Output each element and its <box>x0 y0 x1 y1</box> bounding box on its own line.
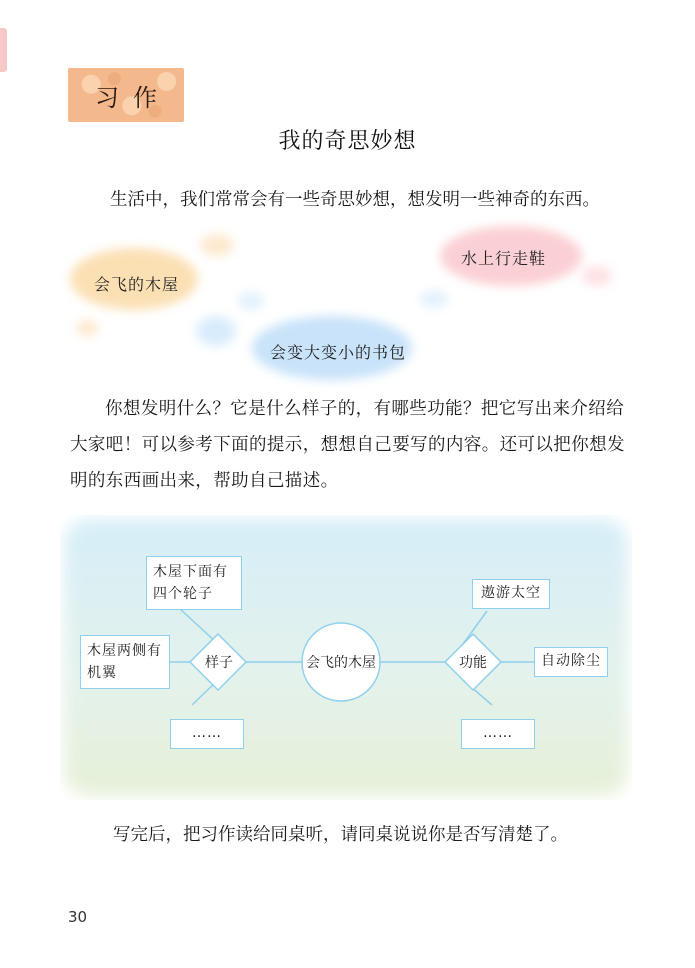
instruction-paragraph: 你想发明什么？它是什么样子的，有哪些功能？把它写出来介绍给大家吧！可以参考下面的提示，想想自己要写的内容。还可以把你想发明的东西画出来，帮助自己描述。 <box>70 399 625 491</box>
cloud-label-resizing-bag: 会变大变小的书包 <box>270 343 407 362</box>
mind-map <box>60 515 632 800</box>
cloud-blue-small <box>238 292 264 310</box>
page-number: 30 <box>68 908 88 926</box>
closing-paragraph: 写完后，把习作读给同桌听，请同桌说说你是否写清楚了。 <box>113 825 568 845</box>
cloud-label-flying-house: 会飞的木屋 <box>94 275 180 294</box>
function-item-space: 遨游太空 <box>472 579 550 609</box>
function-label: 功能 <box>459 655 487 671</box>
page-edge-tab <box>0 28 7 72</box>
appearance-label: 样子 <box>205 655 233 671</box>
cloud-pink-small <box>582 266 612 286</box>
center-label: 会飞的木屋 <box>306 655 376 671</box>
cloud-label-water-shoes: 水上行走鞋 <box>461 249 547 268</box>
section-tag-label: 习作 <box>95 83 171 112</box>
cloud-orange-small <box>200 234 234 256</box>
cloud-blue-left <box>196 316 236 346</box>
appearance-item-wings: 木屋两侧有机翼 <box>80 635 170 689</box>
function-item-more: …… <box>461 719 535 749</box>
function-item-dust: 自动除尘 <box>534 647 608 677</box>
page-title: 我的奇思妙想 <box>278 129 417 154</box>
section-tag <box>68 68 184 122</box>
intro-paragraph: 生活中，我们常常会有一些奇思妙想，想发明一些神奇的东西。 <box>110 190 600 210</box>
cloud-orange-dot <box>76 320 98 336</box>
appearance-item-more: …… <box>170 719 244 749</box>
appearance-item-wheels: 木屋下面有四个轮子 <box>146 556 242 610</box>
cloud-blue-dot <box>420 290 448 308</box>
